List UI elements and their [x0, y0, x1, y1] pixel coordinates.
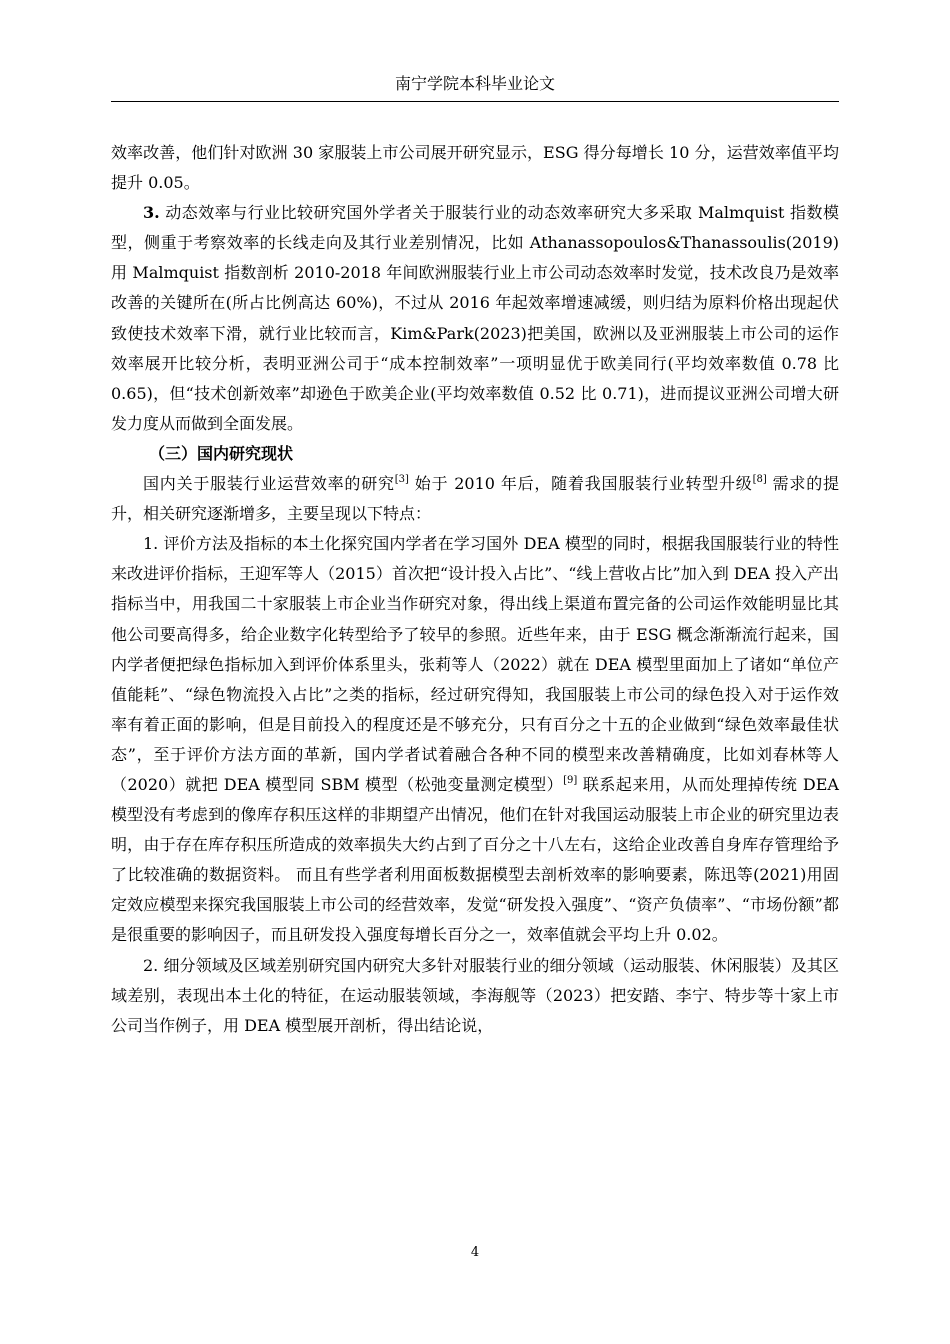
header-divider	[111, 101, 839, 102]
paragraph-domestic-intro	[111, 469, 839, 529]
item-number: 3.	[143, 203, 160, 223]
paragraph-esg-result: 效率改善，他们针对欧洲 30 家服装上市公司展开研究显示，ESG 得分每增长 10 分，运营效率值平均提升 0.05。	[111, 143, 839, 193]
body-text	[111, 138, 839, 1041]
text-segment: 1. 评价方法及指标的本土化探究国内学者在学习国外 DEA 模型的同时，根据我国服装行业的特性来改进评价指标，王迎军等人（2015）首次把“设计投入占比”、“线上营收占比”加入到 DEA 投入产出指标当中，用我国二十家服装上市企业当作研究对象，得出线上渠道布置完备的公司运作效能明显比其他公司要高得多，给企业数字化转型给予了较早的参照。近些年来，由于 ESG 概念渐渐流行起来，国内学者便把绿色指标加入到评价体系里头，张莉等人（2022）就在 DEA 模型里面加上了诸如“单位产值能耗”、“绿色物流投入占比”之类的指标，经过研究得知，我国服装上市公司的绿色投入对于运作效率有着正面的影响，但是目前投入的程度还是不够充分，只有百分之十五的企业做到“绿色效率最佳状态”，至于评价方法方面的革新，国内学者试着融合各种不同的模型来改善精确度，比如刘春林等人（2020）就把 DEA 模型同 SBM 模型（松弛变量测定模型）	[111, 534, 839, 794]
citation-3[interactable]: [3]	[394, 474, 409, 486]
text-segment: 需求的提升，相关研究逐渐增多，主要呈现以下特点：	[111, 474, 839, 524]
text-segment: 联系起来用，从而处理掉传统 DEA 模型没有考虑到的像库存积压这样的非期望产出情况，他们在针对我国运动服装上市企业的研究里边表明，由于存在库存积压所造成的效率损失大约占到了百分之十八左右，这给企业改善自身库存管理给予了比较准确的数据资料。 而且有些学者利用面板数据模型去剖析效率的影响要素，陈迅等(2021)用固定效应模型来探究我国服装上市公司的经营效率，发觉“研发投入强度”、“资产负债率”、“市场份额”都是很重要的影响因子，而且研发投入强度每增长百分之一，效率值就会平均上升 0.02。	[111, 774, 839, 945]
section-heading: （三）国内研究现状	[149, 443, 294, 463]
paragraph-localized-methods	[111, 529, 839, 950]
paragraph-text: 动态效率与行业比较研究国外学者关于服装行业的动态效率研究大多采取 Malmquist 指数模型，侧重于考察效率的长线走向及其行业差别情况，比如 Athanassopoulos&Thanassoulis(2019)用 Malmquist 指数剖析 2010-2018 年间欧洲服装行业上市公司动态效率时发觉，技术改良乃是效率改善的关键所在(所占比例高达 60%)，不过从 2016 年起效率增速减缓，则归结为原料价格出现起伏致使技术效率下滑，就行业比较而言，Kim&Park(2023)把美国，欧洲以及亚洲服装上市公司的运作效率展开比较分析，表明亚洲公司于“成本控制效率”一项明显优于欧美同行(平均效率数值 0.78 比 0.65)，但“技术创新效率”却逊色于欧美企业(平均效率数值 0.52 比 0.71)，进而提议亚洲公司增大研发力度从而做到全面发展。	[111, 203, 839, 433]
text-segment: 始于 2010 年后，随着我国服装行业转型升级	[408, 474, 753, 494]
page-number: 4	[470, 1245, 480, 1260]
paragraph-segment-regional: 2. 细分领域及区域差别研究国内研究大多针对服装行业的细分领域（运动服装、休闲服装）及其区域差别，表现出本土化的特征，在运动服装领域，李海舰等（2023）把安踏、李宁、特步等十家上市公司当作例子，用 DEA 模型展开剖析，得出结论说，	[111, 955, 839, 1035]
citation-8[interactable]: [8]	[752, 474, 767, 486]
text-segment: 国内关于服装行业运营效率的研究	[143, 474, 395, 494]
paragraph-dynamic-efficiency	[111, 198, 839, 439]
citation-9[interactable]: [9]	[563, 774, 578, 786]
running-header: 南宁学院本科毕业论文	[394, 74, 555, 93]
